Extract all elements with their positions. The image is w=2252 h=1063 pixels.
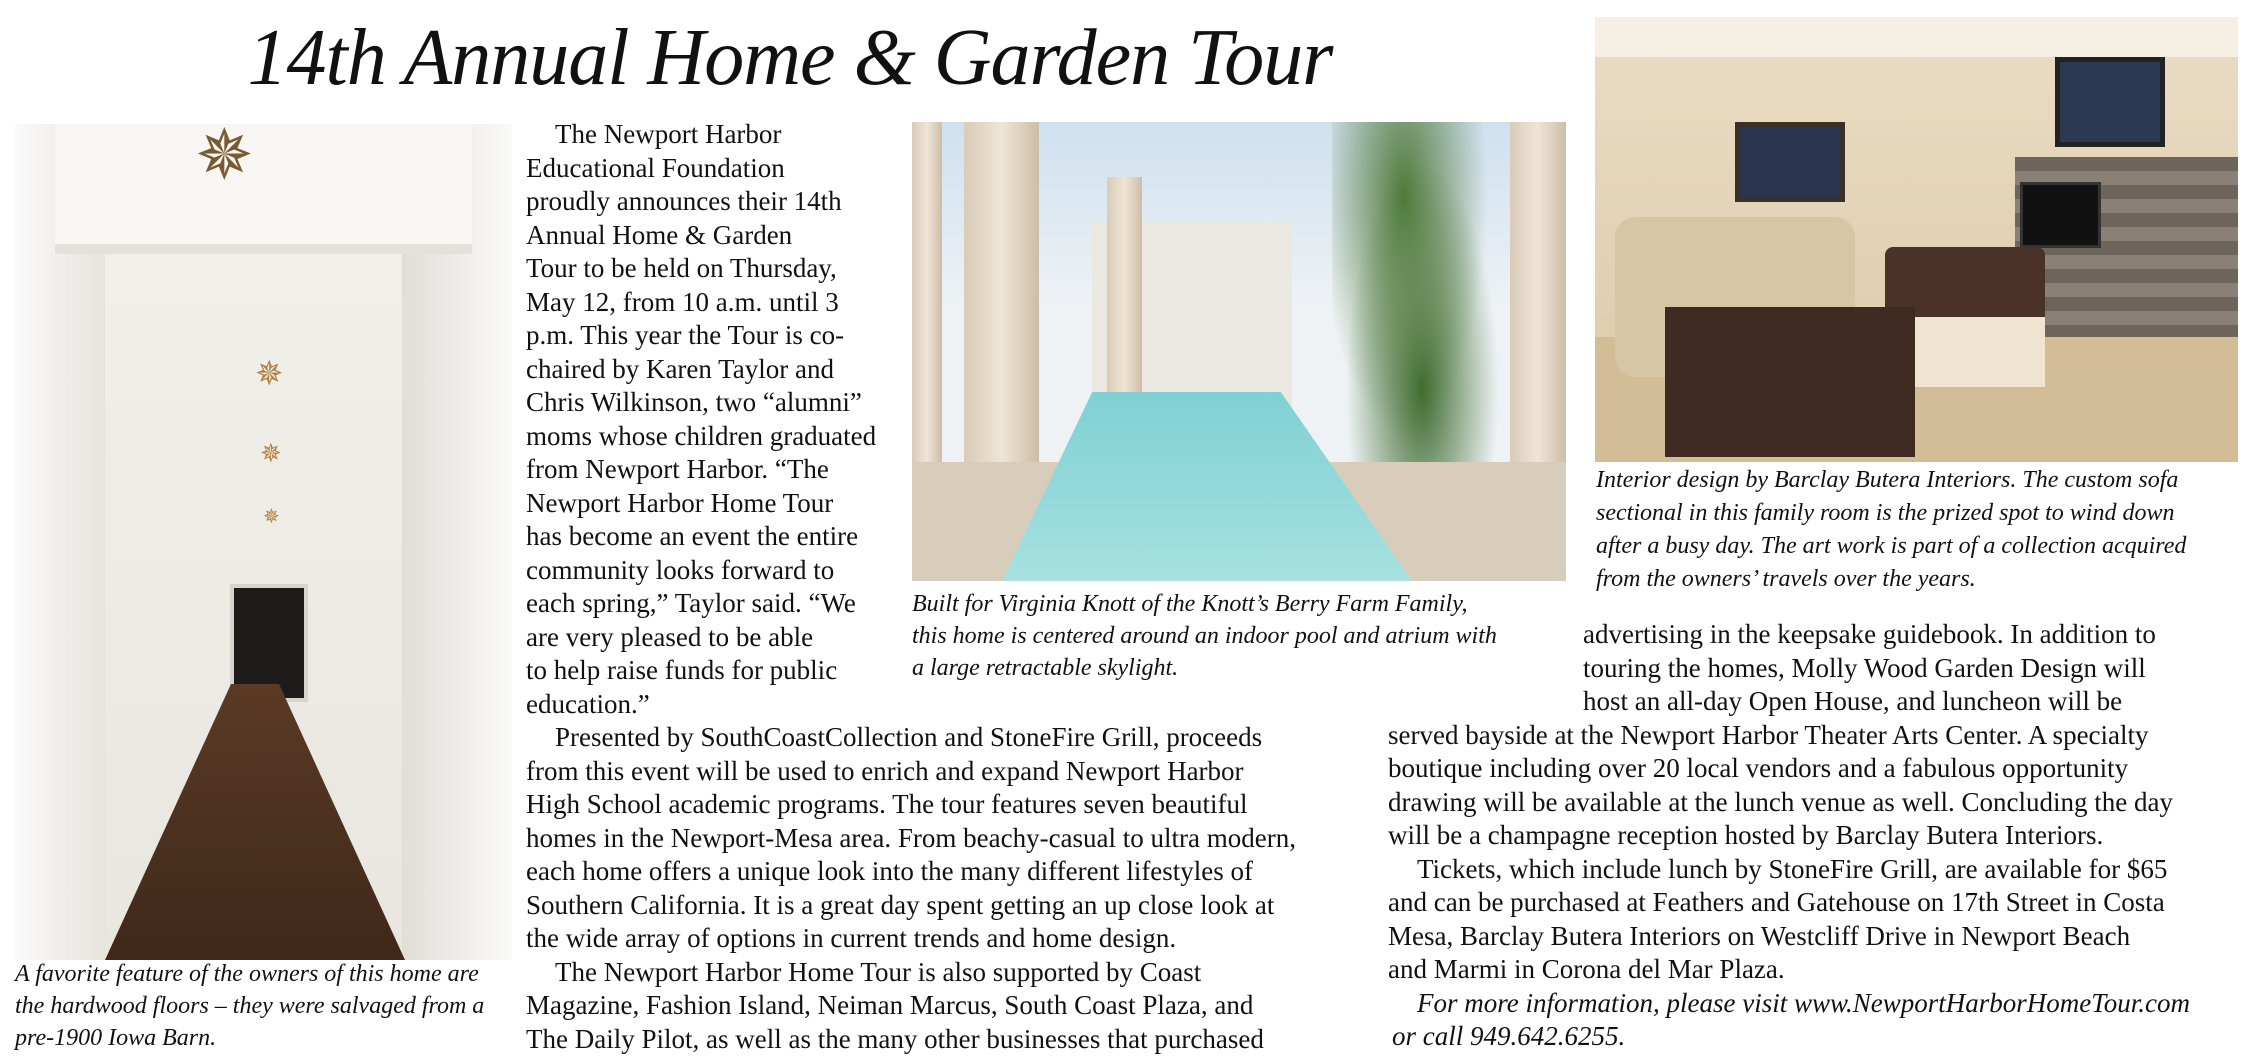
article-line: advertising in the keepsake guidebook. In addition to: [1583, 619, 2156, 649]
article-line: Magazine, Fashion Island, Neiman Marcus, South Coast Plaza, and: [526, 990, 1254, 1020]
article-line: Tour to be held on Thursday,: [526, 253, 837, 283]
pendant-lamp-icon: ✵: [263, 506, 280, 528]
article-line: p.m. This year the Tour is co-: [526, 320, 845, 350]
headline: 14th Annual Home & Garden Tour: [247, 14, 1333, 102]
article-line: chaired by Karen Taylor and: [526, 353, 834, 384]
article-line: or call 949.642.6255.: [1392, 1021, 1626, 1051]
photo-ceiling: [1595, 17, 2238, 57]
article-line: Southern California. It is a great day spent getting an up close look at: [526, 889, 1275, 920]
photo-tv: [2020, 182, 2101, 248]
article-line: Tickets, which include lunch by StoneFire Grill, are available for $65: [1417, 853, 2168, 884]
caption-line: sectional in this family room is the prized spot to wind down: [1596, 500, 2175, 526]
caption-line: this home is centered around an indoor pool and atrium with: [912, 623, 1497, 649]
caption-line: a large retractable skylight.: [912, 655, 1179, 681]
article-line: touring the homes, Molly Wood Garden Design will: [1583, 652, 2146, 683]
article-line: and can be purchased at Feathers and Gatehouse on 17th Street in Costa: [1388, 887, 2165, 917]
caption-line: Built for Virginia Knott of the Knott’s Berry Farm Family,: [912, 591, 1468, 617]
article-line: Chris Wilkinson, two “alumni”: [526, 387, 862, 417]
article-line: The Newport Harbor: [555, 119, 782, 149]
caption-line: the hardwood floors – they were salvaged from a: [15, 993, 485, 1019]
pendant-lamp-icon: ✵: [255, 356, 284, 393]
article-line: from this event will be used to enrich and expand Newport Harbor: [526, 755, 1244, 786]
room-caption: [1596, 464, 2186, 596]
pendant-lamp-icon: ✵: [260, 439, 282, 468]
caption-line: Interior design by Barclay Butera Interiors. The custom sofa: [1596, 467, 2179, 493]
article-column-right: [1388, 618, 2190, 1054]
photo-artwork: [2055, 57, 2165, 147]
photo-bench: [1915, 317, 2045, 387]
photo-palms: [1332, 122, 1512, 502]
article-line: boutique including over 20 local vendors and a fabulous opportunity: [1388, 753, 2129, 783]
article-column-left: [526, 118, 1296, 1056]
article-line: High School academic programs. The tour features seven beautiful: [526, 789, 1248, 819]
article-line: host an all-day Open House, and luncheon will be: [1583, 686, 2123, 716]
article-line: will be a champagne reception hosted by Barclay Butera Interiors.: [1388, 820, 2104, 850]
caption-line: from the owners’ travels over the years.: [1596, 566, 1976, 592]
photo-ceiling: [55, 124, 472, 254]
article-line: each home offers a unique look into the many different lifestyles of: [526, 856, 1254, 886]
hallway-photo: [15, 124, 512, 960]
article-line: drawing will be available at the lunch venue as well. Concluding the day: [1388, 786, 2174, 817]
article-line: For more information, please visit www.NewportHarborHomeTour.com: [1417, 987, 2191, 1018]
article-line: Mesa, Barclay Butera Interiors on Westcliff Drive in Newport Beach: [1388, 920, 2131, 951]
article-line: has become an event the entire: [526, 521, 859, 551]
article-line: May 12, from 10 a.m. until 3: [526, 286, 839, 317]
photo-floor: [105, 684, 405, 960]
caption-line: pre-1900 Iowa Barn.: [15, 1025, 217, 1051]
article-line: proudly announces their 14th: [526, 186, 842, 216]
article-line: and Marmi in Corona del Mar Plaza.: [1388, 954, 1785, 984]
caption-line: A favorite feature of the owners of this home are: [15, 961, 479, 987]
article-line: Presented by SouthCoastCollection and StoneFire Grill, proceeds: [555, 722, 1263, 752]
article-line: homes in the Newport-Mesa area. From beachy-casual to ultra modern,: [526, 822, 1296, 853]
photo-artwork: [1735, 122, 1845, 202]
star-pendant-icon: ✵: [195, 124, 254, 195]
article-line: The Newport Harbor Home Tour is also supported by Coast: [555, 956, 1202, 987]
article-line: each spring,” Taylor said. “We: [526, 588, 856, 618]
article-line: are very pleased to be able: [526, 621, 814, 652]
article-line: moms whose children graduated: [526, 420, 877, 451]
article-line: Annual Home & Garden: [526, 219, 793, 250]
family-room-photo: [1595, 17, 2238, 462]
hallway-caption: [15, 958, 484, 1054]
photo-coffee-table: [1665, 307, 1915, 457]
article-line: from Newport Harbor. “The: [526, 454, 829, 484]
caption-line: after a busy day. The art work is part of a collection acquired: [1596, 533, 2187, 559]
article-line: to help raise funds for public: [526, 655, 838, 685]
article-line: the wide array of options in current trends and home design.: [526, 923, 1177, 953]
article-line: The Daily Pilot, as well as the many other businesses that purchased: [526, 1023, 1264, 1054]
article-line: Educational Foundation: [526, 152, 785, 183]
article-line: Newport Harbor Home Tour: [526, 487, 834, 518]
article-line: served bayside at the Newport Harbor Theater Arts Center. A specialty: [1388, 719, 2149, 750]
article-line: community looks forward to: [526, 554, 835, 585]
article-line: education.”: [526, 688, 650, 719]
